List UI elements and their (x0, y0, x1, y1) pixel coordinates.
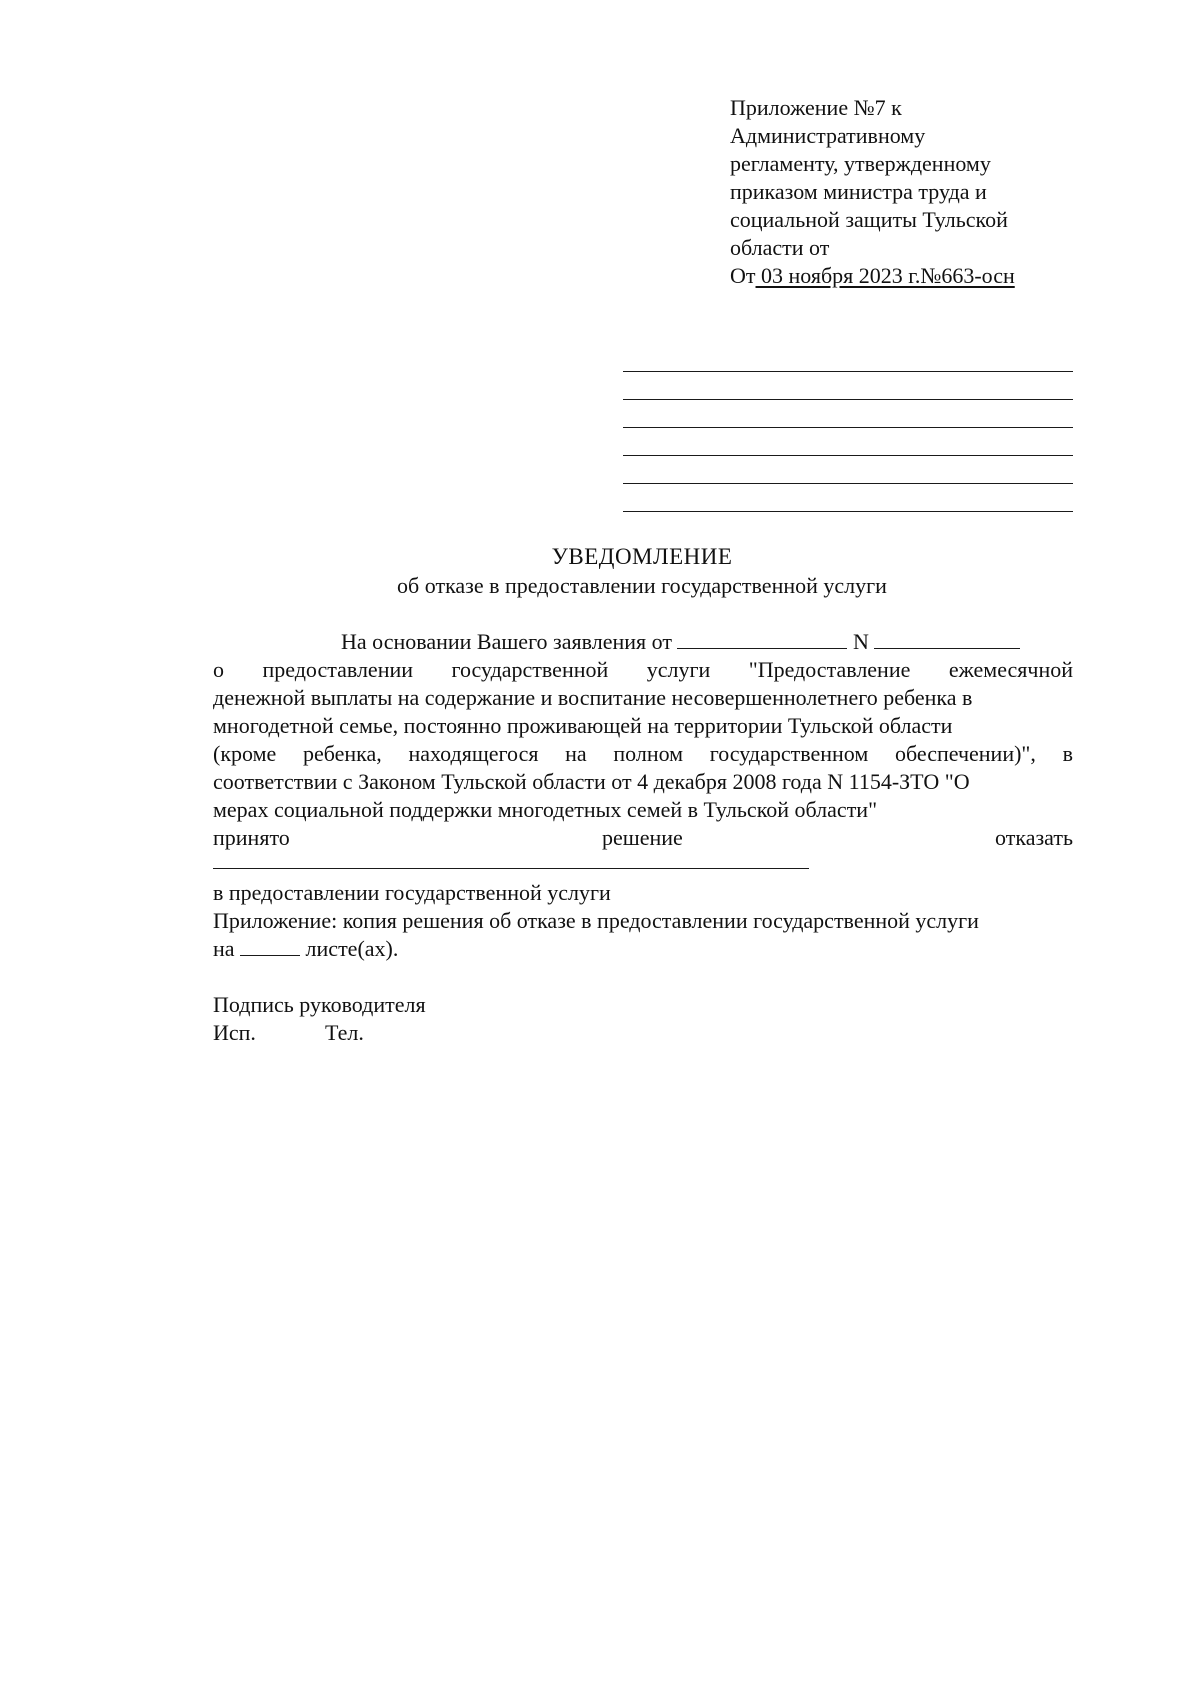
recipient-address-block (623, 371, 1073, 539)
paragraph-word: находящегося (408, 741, 539, 766)
appendix-line: области от (730, 235, 830, 260)
refusal-text: в предоставлении государственной услуги (213, 880, 611, 905)
paragraph-line: многодетной семье, постоянно проживающей на территории Тульской области (213, 713, 953, 738)
paragraph-line: соответствии с Законом Тульской области от 4 декабря 2008 года N 1154-ЗТО "О (213, 769, 970, 794)
decision-word: принято (213, 825, 290, 850)
document-subtitle: об отказе в предоставлении государственной услуги (397, 573, 887, 598)
appendix-note (730, 94, 1060, 290)
paragraph-word: услуги (646, 657, 711, 682)
paragraph-word: полном (613, 741, 684, 766)
spacer (213, 963, 1073, 991)
intro-line (213, 628, 1073, 656)
paragraph-word: на (565, 741, 587, 766)
address-blank-line (623, 511, 1073, 512)
appendix-line: приказом министра труда и (730, 179, 987, 204)
paragraph-word: о (213, 657, 224, 682)
application-number-blank (874, 630, 1020, 649)
refusal-reason-blank (213, 868, 809, 869)
address-blank-line (623, 483, 1073, 484)
paragraph-word: ребенка, (302, 741, 382, 766)
appendix-date-prefix: От (730, 263, 756, 288)
appendix-date-line (730, 262, 1060, 290)
appendix-line: Административному (730, 123, 926, 148)
notice-body (213, 628, 1073, 1047)
paragraph-word: государственной (451, 657, 609, 682)
paragraph-word: государственном (709, 741, 869, 766)
sheets-suffix: листе(ах). (305, 936, 399, 961)
intro-text: На основании Вашего заявления от (341, 629, 672, 654)
sheets-count-blank (240, 937, 300, 956)
address-blank-line (623, 371, 1073, 372)
paragraph-word: предоставлении (262, 657, 414, 682)
phone-label: Тел. (325, 1020, 364, 1045)
paragraph-line: денежной выплаты на содержание и воспитание несовершеннолетнего ребенка в (213, 685, 973, 710)
paragraph-word: обеспечении)", (894, 741, 1036, 766)
address-blank-line (623, 427, 1073, 428)
executor-line (213, 1019, 1073, 1047)
paragraph-word: в (1062, 741, 1073, 766)
address-blank-line (623, 399, 1073, 400)
paragraph-line: мерах социальной поддержки многодетных семей в Тульской области" (213, 797, 878, 822)
attachment-text: Приложение: копия решения об отказе в предоставлении государственной услуги (213, 908, 979, 933)
signature-label: Подпись руководителя (213, 992, 426, 1017)
document-title: УВЕДОМЛЕНИЕ (551, 544, 733, 569)
paragraph-word: (кроме (213, 741, 277, 766)
decision-word: решение (602, 825, 683, 850)
paragraph-word: ежемесячной (948, 657, 1073, 682)
decision-word: отказать (995, 825, 1073, 850)
appendix-line: социальной защиты Тульской (730, 207, 1008, 232)
sheets-line (213, 935, 1073, 963)
paragraph-line (213, 740, 1073, 768)
decision-line (213, 824, 1073, 852)
sheets-prefix: на (213, 936, 235, 961)
executor-label: Исп. (213, 1020, 256, 1045)
application-date-blank (677, 630, 847, 649)
paragraph-line (213, 656, 1073, 684)
appendix-date-number: 03 ноября 2023 г.№663-осн (755, 263, 1015, 288)
paragraph-word: "Предоставление (748, 657, 911, 682)
number-sign: N (852, 629, 869, 654)
address-blank-line (623, 455, 1073, 456)
appendix-line: регламенту, утвержденному (730, 151, 991, 176)
appendix-line: Приложение №7 к (730, 95, 902, 120)
